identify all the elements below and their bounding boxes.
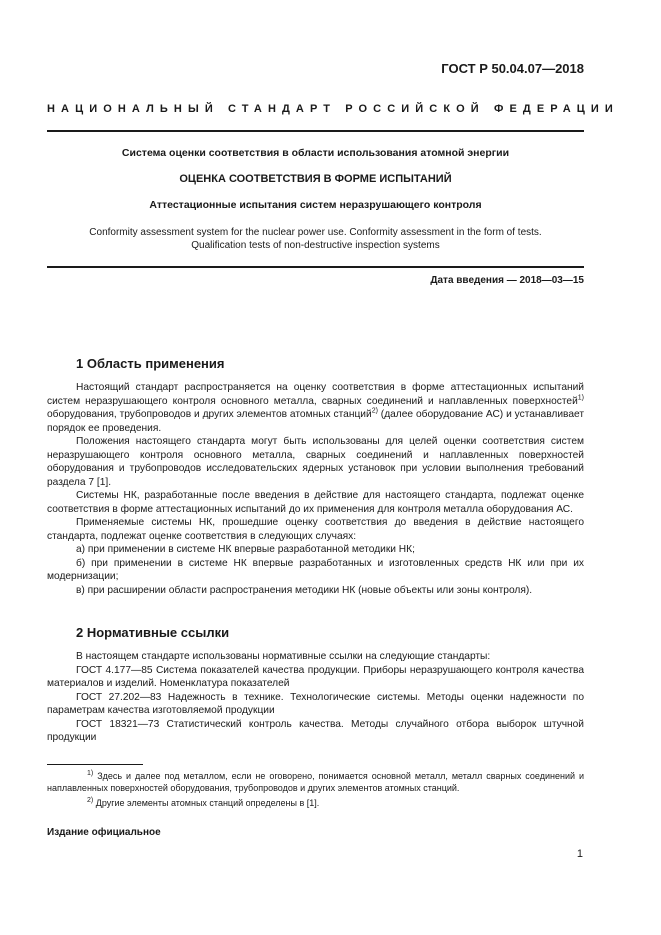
section-scope-body [47,381,584,597]
reference-item: ГОСТ 4.177—85 Система показателей качества продукции. Приборы неразрушающего контроля качества материалов и изделий. Номенклатура показателей [47,664,584,689]
section-references-body [47,650,584,745]
footnote-ref-2: 2) [371,407,378,415]
reference-item: ГОСТ 27.202—83 Надежность в технике. Технологические системы. Методы оценки надежности по параметрам качества изготовляемой продукции [47,691,584,716]
english-title-line-1: Conformity assessment system for the nuclear power use. Conformity assessment in the form of tests. [89,227,542,238]
footnotes [47,770,584,812]
english-title-line-2: Qualification tests of non-destructive inspection systems [191,240,440,251]
footnote-ref-1: 1) [577,394,584,402]
scope-paragraph-2: Положения настоящего стандарта могут быть использованы для целей оценки соответствия систем неразрушающего контроля основного металла, сварных соединений и наплавленных поверхностей оборудования и трубопроводов исследовательских ядерных установок при условии выполнения требований раздела 7 [1]. [47,436,584,488]
system-title: Система оценки соответствия в области использования атомной энергии [121,147,510,159]
title-divider [47,266,584,268]
footnote-1: $^{1)}$ Здесь и далее под металлом, если не оговорено, понимается основной металл, металл сварных соединений и наплавленных поверхностей оборудования, трубопроводов и других элементов атомных станций. [47,770,584,793]
document-title: ОЦЕНКА СООТВЕТСТВИЯ В ФОРМЕ ИСПЫТАНИЙ [179,173,452,185]
section-heading-references: 2 Нормативные ссылки [76,625,230,640]
references-intro: В настоящем стандарте использованы нормативные ссылки на следующие стандарты: [76,651,491,662]
footnote-2: $^{2)}$ Другие элементы атомных станций определены в [1]. [87,797,320,808]
english-title [47,226,584,252]
page-number: 1 [576,848,583,860]
scope-paragraph-1: Настоящий стандарт распространяется на оценку соответствия в форме аттестационных испытаний систем неразрушающего контроля основного металла, сварных соединений и наплавленных поверхностей$^{1)}$ оборудования, трубопроводов и других элементов атомных станций$^{2)}$ (далее оборудование АС) и устанавливает порядок ее проведения. [47,382,584,434]
top-divider [47,130,584,132]
section-heading-scope: 1 Область применения [76,356,225,371]
scope-list-item-b: б) при применении в системе НК впервые разработанных и изготовленных средств НК или при их модернизации; [47,557,584,582]
scope-list-item-a: а) при применении в системе НК впервые разработанной методики НК; [76,544,415,555]
footnote-divider [47,764,143,765]
document-designation: ГОСТ Р 50.04.07—2018 [441,61,584,76]
scope-list-item-c: в) при расширении области распространения методики НК (новые объекты или зоны контроля). [76,584,533,596]
national-standard-heading: НАЦИОНАЛЬНЫЙ СТАНДАРТ РОССИЙСКОЙ ФЕДЕРАЦИИ [47,103,619,115]
edition-note: Издание официальное [47,827,161,838]
reference-item: ГОСТ 18321—73 Статистический контроль качества. Методы случайного отбора выборок штучной продукции [47,718,584,743]
scope-paragraph-3: Системы НК, разработанные после введения в действие для настоящего стандарта, подлежат оценке соответствия в форме аттестационных испытаний до их применения для контроля металла оборудования АС. [47,490,584,515]
introduction-date: Дата введения — 2018—03—15 [430,275,584,286]
document-subtitle: Аттестационные испытания систем неразрушающего контроля [149,199,482,211]
scope-paragraph-4: Применяемые системы НК, прошедшие оценку соответствия до введения в действие настоящего стандарта, подлежат оценке соответствия в следующих случаях: [47,517,584,542]
